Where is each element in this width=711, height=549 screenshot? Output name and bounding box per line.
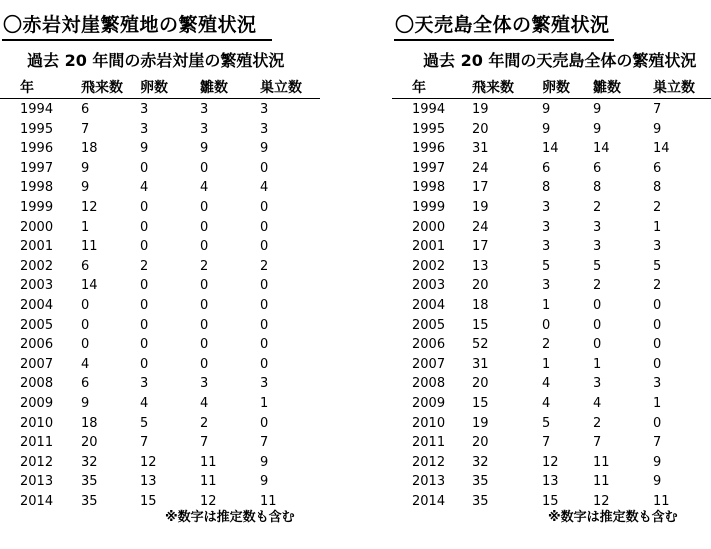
- table-row: [392, 492, 711, 512]
- cell-chicks: 0: [200, 278, 209, 294]
- table-row: [0, 178, 320, 198]
- footnote: ※数字は推定数も含む: [165, 510, 295, 525]
- header-year: 年: [20, 80, 34, 96]
- cell-arrivals: 14: [81, 278, 98, 294]
- cell-chicks: 9: [200, 141, 209, 157]
- cell-eggs: 1: [542, 356, 551, 372]
- cell-year: 2007: [412, 356, 446, 372]
- cell-arrivals: 1: [81, 219, 90, 235]
- cell-eggs: 5: [542, 258, 551, 274]
- cell-chicks: 2: [593, 199, 602, 215]
- cell-arrivals: 6: [81, 376, 90, 392]
- cell-chicks: 2: [593, 278, 602, 294]
- cell-eggs: 0: [140, 219, 149, 235]
- cell-chicks: 4: [593, 395, 602, 411]
- cell-eggs: 3: [542, 278, 551, 294]
- cell-fledglings: 8: [653, 180, 662, 196]
- cell-fledglings: 0: [260, 239, 269, 255]
- cell-arrivals: 35: [81, 474, 98, 490]
- cell-eggs: 5: [140, 415, 149, 431]
- cell-arrivals: 19: [472, 199, 489, 215]
- cell-arrivals: 32: [472, 454, 489, 470]
- cell-chicks: 12: [200, 493, 217, 509]
- footnote: ※数字は推定数も含む: [548, 510, 678, 525]
- cell-fledglings: 3: [260, 102, 269, 117]
- cell-arrivals: 35: [472, 474, 489, 490]
- cell-fledglings: 2: [653, 199, 662, 215]
- cell-fledglings: 9: [260, 141, 269, 157]
- cell-year: 2005: [20, 317, 54, 333]
- table-row: [392, 374, 711, 394]
- cell-fledglings: 1: [653, 395, 662, 411]
- header-eggs: 卵数: [542, 80, 570, 96]
- cell-chicks: 12: [593, 493, 610, 509]
- cell-eggs: 9: [140, 141, 149, 157]
- cell-year: 2012: [20, 454, 54, 470]
- cell-chicks: 9: [593, 121, 602, 137]
- cell-chicks: 0: [200, 160, 209, 176]
- title-underline: [2, 39, 272, 41]
- cell-eggs: 7: [140, 435, 149, 451]
- table-row: [0, 198, 320, 218]
- cell-year: 2009: [412, 395, 446, 411]
- cell-arrivals: 20: [81, 435, 98, 451]
- header-fledglings: 巣立数: [260, 80, 302, 96]
- cell-chicks: 0: [200, 219, 209, 235]
- cell-chicks: 0: [200, 337, 209, 353]
- table-row: [392, 257, 711, 277]
- cell-year: 2010: [20, 415, 54, 431]
- table-row: [392, 296, 711, 316]
- cell-arrivals: 18: [472, 297, 489, 313]
- table-row: [392, 453, 711, 473]
- cell-arrivals: 19: [472, 415, 489, 431]
- cell-fledglings: 9: [653, 121, 662, 137]
- cell-year: 1994: [20, 102, 54, 117]
- cell-arrivals: 52: [472, 337, 489, 353]
- table-row: [0, 159, 320, 179]
- cell-arrivals: 18: [81, 141, 98, 157]
- table-row: [0, 335, 320, 355]
- cell-year: 2006: [20, 337, 54, 353]
- cell-year: 1995: [20, 121, 54, 137]
- cell-year: 1994: [412, 102, 446, 117]
- header-arrivals: 飛来数: [81, 80, 123, 96]
- cell-eggs: 13: [140, 474, 157, 490]
- cell-eggs: 4: [542, 376, 551, 392]
- table-row: [392, 139, 711, 159]
- header-arrivals: 飛来数: [472, 80, 514, 96]
- cell-chicks: 7: [200, 435, 209, 451]
- cell-year: 2013: [20, 474, 54, 490]
- table-caption: 過去 20 年間の赤岩対崖の繁殖状況: [27, 51, 285, 70]
- cell-chicks: 0: [593, 337, 602, 353]
- table-row: [392, 414, 711, 434]
- cell-arrivals: 19: [472, 102, 489, 117]
- cell-eggs: 13: [542, 474, 559, 490]
- table-row: [0, 433, 320, 453]
- cell-fledglings: 7: [653, 435, 662, 451]
- cell-year: 2008: [412, 376, 446, 392]
- cell-eggs: 3: [140, 102, 149, 117]
- table-caption: 過去 20 年間の天売島全体の繁殖状況: [423, 51, 697, 70]
- cell-arrivals: 7: [81, 121, 90, 137]
- table-row: [392, 237, 711, 257]
- table-row: [0, 374, 320, 394]
- cell-year: 2014: [412, 493, 446, 509]
- table-row: [392, 433, 711, 453]
- cell-arrivals: 32: [81, 454, 98, 470]
- cell-year: 1996: [20, 141, 54, 157]
- header-chicks: 雛数: [593, 80, 621, 96]
- cell-chicks: 0: [200, 317, 209, 333]
- cell-year: 2005: [412, 317, 446, 333]
- cell-fledglings: 4: [260, 180, 269, 196]
- table-row: [0, 472, 320, 492]
- table-row: [392, 120, 711, 140]
- cell-arrivals: 4: [81, 356, 90, 372]
- panel-title: 〇赤岩対崖繁殖地の繁殖状況: [3, 14, 257, 36]
- cell-arrivals: 6: [81, 102, 90, 117]
- cell-year: 2007: [20, 356, 54, 372]
- cell-eggs: 12: [542, 454, 559, 470]
- table-row: [0, 394, 320, 414]
- cell-eggs: 3: [542, 239, 551, 255]
- cell-year: 2008: [20, 376, 54, 392]
- cell-year: 2011: [20, 435, 54, 451]
- cell-chicks: 4: [200, 395, 209, 411]
- cell-eggs: 0: [140, 356, 149, 372]
- cell-arrivals: 24: [472, 160, 489, 176]
- table-row: [392, 198, 711, 218]
- cell-year: 2012: [412, 454, 446, 470]
- cell-fledglings: 5: [653, 258, 662, 274]
- cell-fledglings: 0: [260, 160, 269, 176]
- cell-year: 2001: [20, 239, 54, 255]
- table-body: [0, 100, 320, 511]
- table-row: [0, 257, 320, 277]
- cell-chicks: 0: [200, 297, 209, 313]
- cell-fledglings: 11: [653, 493, 670, 509]
- panel-title: 〇天売島全体の繁殖状況: [395, 14, 610, 36]
- cell-arrivals: 17: [472, 239, 489, 255]
- cell-arrivals: 6: [81, 258, 90, 274]
- table-body: [392, 100, 711, 511]
- cell-eggs: 2: [542, 337, 551, 353]
- cell-chicks: 3: [593, 239, 602, 255]
- cell-eggs: 0: [140, 160, 149, 176]
- cell-chicks: 3: [200, 121, 209, 137]
- cell-year: 1996: [412, 141, 446, 157]
- cell-year: 2000: [20, 219, 54, 235]
- cell-arrivals: 0: [81, 337, 90, 353]
- table-row: [392, 355, 711, 375]
- cell-arrivals: 20: [472, 278, 489, 294]
- cell-chicks: 0: [593, 297, 602, 313]
- cell-arrivals: 20: [472, 435, 489, 451]
- cell-eggs: 7: [542, 435, 551, 451]
- cell-arrivals: 17: [472, 180, 489, 196]
- cell-fledglings: 0: [653, 317, 662, 333]
- cell-eggs: 9: [542, 121, 551, 137]
- cell-fledglings: 9: [653, 474, 662, 490]
- cell-eggs: 0: [140, 337, 149, 353]
- table-row: [0, 316, 320, 336]
- cell-chicks: 9: [593, 102, 602, 117]
- cell-fledglings: 0: [260, 415, 269, 431]
- table-row: [392, 218, 711, 238]
- table-row: [392, 276, 711, 296]
- cell-fledglings: 11: [260, 493, 277, 509]
- cell-eggs: 8: [542, 180, 551, 196]
- cell-fledglings: 0: [653, 415, 662, 431]
- cell-year: 1995: [412, 121, 446, 137]
- cell-eggs: 9: [542, 102, 551, 117]
- cell-chicks: 5: [593, 258, 602, 274]
- cell-arrivals: 0: [81, 317, 90, 333]
- cell-year: 2003: [412, 278, 446, 294]
- table-row: [0, 453, 320, 473]
- cell-year: 2004: [20, 297, 54, 313]
- cell-chicks: 3: [200, 102, 209, 117]
- cell-fledglings: 1: [260, 395, 269, 411]
- table-header-row: [392, 78, 711, 99]
- cell-arrivals: 13: [472, 258, 489, 274]
- cell-chicks: 11: [593, 474, 610, 490]
- cell-fledglings: 0: [260, 356, 269, 372]
- cell-fledglings: 0: [260, 278, 269, 294]
- cell-eggs: 0: [140, 317, 149, 333]
- cell-chicks: 0: [200, 199, 209, 215]
- table-row: [392, 335, 711, 355]
- cell-eggs: 3: [542, 219, 551, 235]
- cell-arrivals: 35: [472, 493, 489, 509]
- cell-fledglings: 2: [260, 258, 269, 274]
- table-row: [392, 159, 711, 179]
- title-underline: [394, 39, 614, 41]
- cell-fledglings: 9: [260, 454, 269, 470]
- cell-arrivals: 0: [81, 297, 90, 313]
- cell-eggs: 5: [542, 415, 551, 431]
- table-row: [0, 237, 320, 257]
- cell-year: 2004: [412, 297, 446, 313]
- cell-year: 1998: [412, 180, 446, 196]
- cell-fledglings: 0: [653, 337, 662, 353]
- cell-chicks: 0: [200, 239, 209, 255]
- cell-fledglings: 0: [260, 219, 269, 235]
- cell-arrivals: 15: [472, 317, 489, 333]
- table-row: [0, 296, 320, 316]
- cell-year: 2014: [20, 493, 54, 509]
- cell-year: 2002: [20, 258, 54, 274]
- table-row: [392, 316, 711, 336]
- cell-chicks: 11: [593, 454, 610, 470]
- cell-eggs: 1: [542, 297, 551, 313]
- cell-arrivals: 15: [472, 395, 489, 411]
- table-row: [0, 355, 320, 375]
- cell-year: 2002: [412, 258, 446, 274]
- cell-fledglings: 7: [653, 102, 662, 117]
- cell-eggs: 2: [140, 258, 149, 274]
- cell-eggs: 3: [542, 199, 551, 215]
- cell-chicks: 0: [593, 317, 602, 333]
- header-eggs: 卵数: [140, 80, 168, 96]
- table-row: [0, 139, 320, 159]
- cell-chicks: 14: [593, 141, 610, 157]
- cell-chicks: 4: [200, 180, 209, 196]
- cell-fledglings: 9: [260, 474, 269, 490]
- table-row: [0, 276, 320, 296]
- cell-eggs: 0: [140, 278, 149, 294]
- cell-year: 2009: [20, 395, 54, 411]
- cell-fledglings: 3: [260, 376, 269, 392]
- cell-fledglings: 3: [653, 239, 662, 255]
- cell-eggs: 4: [140, 180, 149, 196]
- cell-eggs: 0: [140, 297, 149, 313]
- cell-year: 1997: [412, 160, 446, 176]
- cell-fledglings: 2: [653, 278, 662, 294]
- cell-year: 2006: [412, 337, 446, 353]
- cell-fledglings: 0: [653, 297, 662, 313]
- cell-fledglings: 0: [260, 317, 269, 333]
- cell-year: 1999: [412, 199, 446, 215]
- cell-fledglings: 6: [653, 160, 662, 176]
- cell-eggs: 0: [140, 199, 149, 215]
- cell-arrivals: 12: [81, 199, 98, 215]
- cell-eggs: 4: [542, 395, 551, 411]
- cell-arrivals: 9: [81, 160, 90, 176]
- header-year: 年: [412, 80, 426, 96]
- cell-arrivals: 35: [81, 493, 98, 509]
- cell-fledglings: 3: [653, 376, 662, 392]
- cell-year: 2013: [412, 474, 446, 490]
- table-row: [392, 100, 711, 120]
- table-row: [0, 414, 320, 434]
- cell-arrivals: 20: [472, 121, 489, 137]
- table-row: [0, 218, 320, 238]
- cell-chicks: 1: [593, 356, 602, 372]
- cell-fledglings: 0: [260, 337, 269, 353]
- cell-arrivals: 9: [81, 395, 90, 411]
- cell-year: 1998: [20, 180, 54, 196]
- cell-chicks: 3: [593, 376, 602, 392]
- cell-year: 2003: [20, 278, 54, 294]
- cell-fledglings: 9: [653, 454, 662, 470]
- cell-fledglings: 0: [260, 297, 269, 313]
- cell-chicks: 2: [593, 415, 602, 431]
- cell-year: 1997: [20, 160, 54, 176]
- cell-chicks: 0: [200, 356, 209, 372]
- cell-chicks: 6: [593, 160, 602, 176]
- cell-eggs: 0: [140, 239, 149, 255]
- table-row: [392, 472, 711, 492]
- cell-fledglings: 14: [653, 141, 670, 157]
- cell-eggs: 0: [542, 317, 551, 333]
- cell-fledglings: 0: [260, 199, 269, 215]
- header-chicks: 雛数: [200, 80, 228, 96]
- cell-arrivals: 18: [81, 415, 98, 431]
- cell-chicks: 3: [200, 376, 209, 392]
- table-row: [392, 178, 711, 198]
- cell-fledglings: 0: [653, 356, 662, 372]
- table-header-row: [0, 78, 320, 99]
- cell-eggs: 15: [140, 493, 157, 509]
- cell-year: 2000: [412, 219, 446, 235]
- cell-arrivals: 9: [81, 180, 90, 196]
- cell-year: 1999: [20, 199, 54, 215]
- cell-eggs: 3: [140, 121, 149, 137]
- cell-eggs: 15: [542, 493, 559, 509]
- cell-chicks: 11: [200, 454, 217, 470]
- cell-year: 2010: [412, 415, 446, 431]
- cell-chicks: 2: [200, 415, 209, 431]
- cell-arrivals: 31: [472, 141, 489, 157]
- cell-fledglings: 3: [260, 121, 269, 137]
- cell-chicks: 8: [593, 180, 602, 196]
- table-row: [392, 394, 711, 414]
- table-row: [0, 120, 320, 140]
- cell-fledglings: 1: [653, 219, 662, 235]
- cell-year: 2011: [412, 435, 446, 451]
- cell-year: 2001: [412, 239, 446, 255]
- cell-eggs: 14: [542, 141, 559, 157]
- cell-eggs: 12: [140, 454, 157, 470]
- table-row: [0, 100, 320, 120]
- cell-eggs: 3: [140, 376, 149, 392]
- cell-eggs: 6: [542, 160, 551, 176]
- cell-chicks: 3: [593, 219, 602, 235]
- cell-arrivals: 11: [81, 239, 98, 255]
- cell-arrivals: 20: [472, 376, 489, 392]
- cell-chicks: 11: [200, 474, 217, 490]
- table-row: [0, 492, 320, 512]
- header-fledglings: 巣立数: [653, 80, 695, 96]
- cell-fledglings: 7: [260, 435, 269, 451]
- cell-arrivals: 24: [472, 219, 489, 235]
- cell-chicks: 2: [200, 258, 209, 274]
- cell-arrivals: 31: [472, 356, 489, 372]
- cell-chicks: 7: [593, 435, 602, 451]
- cell-eggs: 4: [140, 395, 149, 411]
